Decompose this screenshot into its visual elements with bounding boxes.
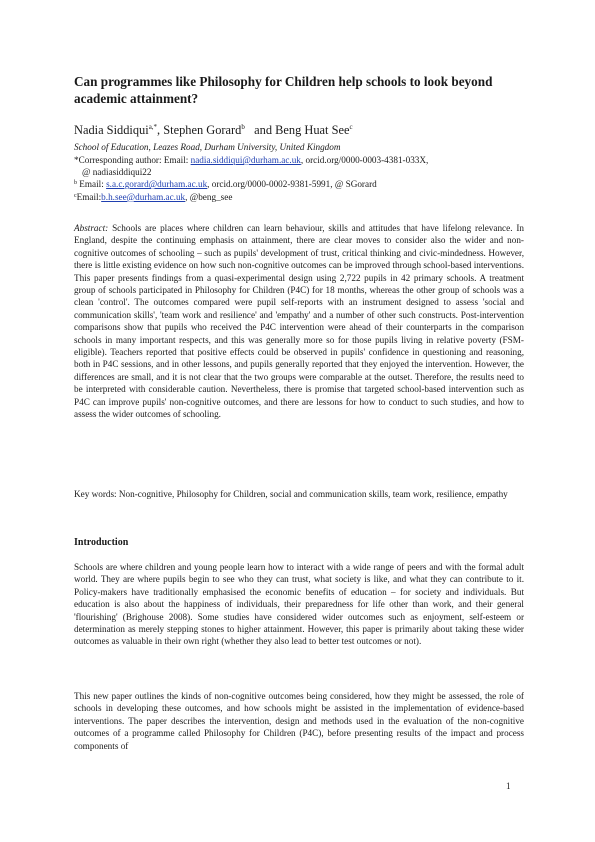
contact-details [74,155,534,203]
author-name: Stephen Gorard [163,123,242,137]
contact-continuation: @ nadiasiddiqui22 [82,166,152,177]
abstract-label: Abstract: [74,223,109,233]
body-paragraph: Schools are where children and young people learn how to interact with a wide range of peers and with the formal adult world. They are where pupils begin to see who they can trust, what society is like, and what they can contribute to it. Policy-makers have traditionally emphasised the economic benefits of education – for society and individuals. But education is also about the happiness of individuals, their preparedness for life other than work, and their general 'flourishing' (Brighouse 2008). Some studies have considered wider outcomes such as enjoyment, self-esteem or determination as merely stepping stones to higher attainment. However, this paper is primarily about taking these wider outcomes as valuable in their own right (whether they also lead to better test outcomes or not). [74,562,524,647]
affiliation: School of Education, Leazes Road, Durham University, United Kingdom [74,142,341,152]
author-separator: and [244,123,276,137]
contact-rest: , orcid.org/0000-0002-9381-5991, @ SGorard [207,179,377,190]
contact-row [74,191,534,204]
author-affiliation-mark: b [241,123,245,131]
contact-prefix: Email: [76,191,102,202]
author-affiliation-mark: a,* [148,123,158,131]
abstract-text: Schools are places where children can learn behaviour, skills and attitudes that have lifelong relevance. In England, despite the continuing emphasis on attainment, there are clear moves to consider also the wider and non-cognitive outcomes of schooling – such as pupils' development of trust, critical thinking and civic-mindedness. However, there is little existing evidence on how such non-cognitive outcomes can be improved through school-based interventions. This paper presents findings from a quasi-experimental design using 2,722 pupils in 42 primary schools. A treatment group of schools participated in Philosophy for Children (P4C) for 18 months, whereas the other group of schools was a clean 'control'. The outcomes compared were pupil self-reports with an instrument designed to assess 'social and communication skills', 'team work and resilience' and 'empathy' and a number of other such constructs. Post-intervention comparisons show that pupils who received the P4C intervention were ahead of their counterparts in the comparison schools in many important respects, and this was generally more so for those pupils living in relative poverty (FSM-eligible). Teachers reported that positive effects could be observed in pupils' confidence in questioning and reasoning, both in P4C sessions, and in other lessons, and pupils generally reported that they enjoyed the intervention. However, the differences are small, and it is not clear that the two groups were comparable at the outset. Therefore, the results need to be interpreted with considerable caution. Nevertheless, there is promise that targeted school-based intervention such as P4C can improve pupils' non-cognitive outcomes, and there are lessons for how to conduct to such studies, and how to assess the wider outcomes of schooling. [74,223,524,420]
author-affiliation-mark: c [349,123,353,131]
contact-rest: , orcid.org/0000-0003-4381-033X, [300,155,429,165]
email-link[interactable]: s.a.c.gorard@durham.ac.uk [106,179,208,190]
contact-prefix: Email: [77,179,107,190]
contact-prefix: Corresponding author: Email: [78,155,191,165]
keywords: Key words: Non-cognitive, Philosophy for Children, social and communication skills, team work, resilience, empathy [74,489,508,499]
author-name: Beng Huat See [275,123,350,137]
abstract [74,222,524,421]
page-number: 1 [506,781,511,791]
author-line [74,119,524,138]
section-heading: Introduction [74,537,129,548]
contact-mark: c [74,192,77,199]
contact-rest: , @beng_see [185,191,233,202]
author-name: Nadia Siddiqui [74,123,149,137]
contact-row [74,178,534,191]
paper-title: Can programmes like Philosophy for Children help schools to look beyond academic attainment? [74,74,493,106]
contact-mark: b [74,180,77,187]
email-link[interactable]: b.h.see@durham.ac.uk [101,191,186,202]
email-link[interactable]: nadia.siddiqui@durham.ac.uk [190,155,301,165]
author-separator: , [157,123,164,137]
body-paragraph: This new paper outlines the kinds of non-cognitive outcomes being considered, how they might be assessed, the role of schools in developing these outcomes, and how schools might be assisted in the implementation of evidence-based interventions. The paper describes the intervention, design and methods used in the evaluation of the non-cognitive outcomes of a programme called Philosophy for Children (P4C), before presenting results of the impact and process components of [74,691,524,751]
contact-row [74,155,534,167]
contact-mark: * [74,155,79,165]
